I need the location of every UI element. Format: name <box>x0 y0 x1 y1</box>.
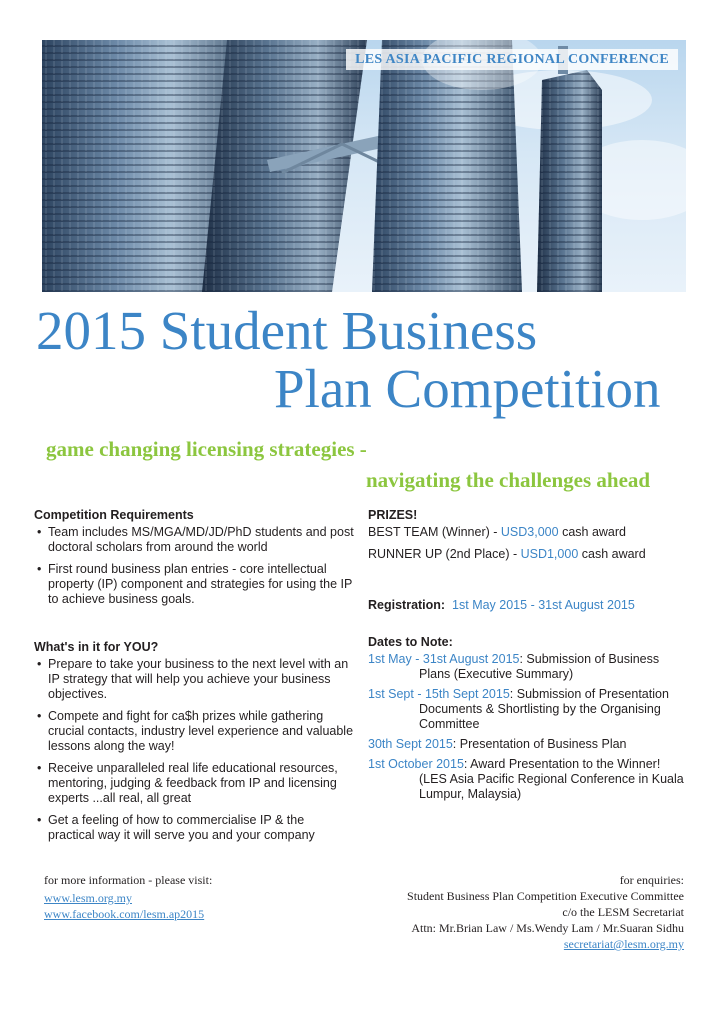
enquiries-attn: Attn: Mr.Brian Law / Ms.Wendy Lam / Mr.Suaran Sidhu <box>411 921 684 935</box>
dates-heading: Dates to Note: <box>368 635 453 649</box>
enquiries-secretariat: c/o the LESM Secretariat <box>562 905 684 919</box>
date-value: 1st May - 31st August 2015 <box>368 652 520 666</box>
requirements-list <box>34 525 354 607</box>
website-link[interactable]: www.lesm.org.my <box>44 891 132 905</box>
date-item <box>368 737 698 752</box>
prize-suffix: cash award <box>558 525 626 539</box>
date-text: : Award Presentation to the Winner! <box>463 757 661 771</box>
requirements-heading: Competition Requirements <box>34 508 194 522</box>
date-item <box>368 757 698 802</box>
date-item <box>368 687 698 732</box>
list-item: • Team includes MS/MGA/MD/JD/PhD students and post doctoral scholars from around the world <box>34 525 354 555</box>
date-continuation: (LES Asia Pacific Regional Conference in Kuala Lumpur, Malaysia) <box>419 772 684 801</box>
list-item: • Compete and fight for ca$h prizes while gathering crucial contacts, industry level experience and valuable lessons along the way! <box>34 709 354 754</box>
page-title <box>36 302 696 418</box>
footer-info-intro: for more information - please visit: <box>44 873 213 887</box>
registration-dates: 1st May 2015 - 31st August 2015 <box>452 598 635 612</box>
prize-suffix: cash award <box>578 547 646 561</box>
facebook-link[interactable]: www.facebook.com/lesm.ap2015 <box>44 907 205 921</box>
left-column <box>34 508 354 850</box>
title-line-2: Plan Competition <box>274 358 661 419</box>
prize-amount: USD1,000 <box>520 547 579 561</box>
date-text: : Submission of Presentation <box>509 687 669 701</box>
date-continuation: Documents & Shortlisting by the Organising Committee <box>419 702 661 731</box>
date-continuation: Plans (Executive Summary) <box>419 667 574 681</box>
list-item: • Prepare to take your business to the next level with an IP strategy that will help you achieve your business objectives. <box>34 657 354 702</box>
date-text: : Submission of Business <box>519 652 660 666</box>
towers-illustration <box>42 40 686 292</box>
prize-label: RUNNER UP (2nd Place) - <box>368 547 521 561</box>
prizes-heading: PRIZES! <box>368 508 418 522</box>
benefits-list <box>34 657 354 843</box>
list-item: • Receive unparalleled real life educational resources, mentoring, judging & feedback from IP and licensing experts ...all real, all great <box>34 761 354 806</box>
hero-photo-towers <box>42 40 686 292</box>
date-value: 30th Sept 2015 <box>368 737 453 751</box>
tagline-line-1: game changing licensing strategies - <box>46 437 367 461</box>
tagline-line-2: navigating the challenges ahead <box>366 468 651 492</box>
footer-enquiries <box>407 872 684 952</box>
prize-label: BEST TEAM (Winner) - <box>368 525 501 539</box>
date-value: 1st Sept - 15th Sept 2015 <box>368 687 510 701</box>
prize-row <box>368 547 698 562</box>
right-column <box>368 508 698 807</box>
benefits-heading: What's in it for YOU? <box>34 640 159 654</box>
list-item: • First round business plan entries - core intellectual property (IP) component and strategies for using the IP to achieve business goals. <box>34 562 354 607</box>
footer-info <box>44 872 212 922</box>
registration-label: Registration: <box>368 598 446 612</box>
enquiries-intro: for enquiries: <box>619 873 684 887</box>
email-link[interactable]: secretariat@lesm.org.my <box>563 937 684 951</box>
conference-banner: LES ASIA PACIFIC REGIONAL CONFERENCE <box>346 49 678 70</box>
prize-row <box>368 525 698 540</box>
registration <box>368 598 698 613</box>
date-value: 1st October 2015 <box>368 757 464 771</box>
prize-amount: USD3,000 <box>500 525 559 539</box>
date-text: : Presentation of Business Plan <box>452 737 627 751</box>
list-item: • Get a feeling of how to commercialise IP & the practical way it will serve you and your company <box>34 813 354 843</box>
enquiries-committee: Student Business Plan Competition Executive Committee <box>407 889 684 903</box>
title-line-1: 2015 Student Business <box>36 300 538 361</box>
date-item <box>368 652 698 682</box>
